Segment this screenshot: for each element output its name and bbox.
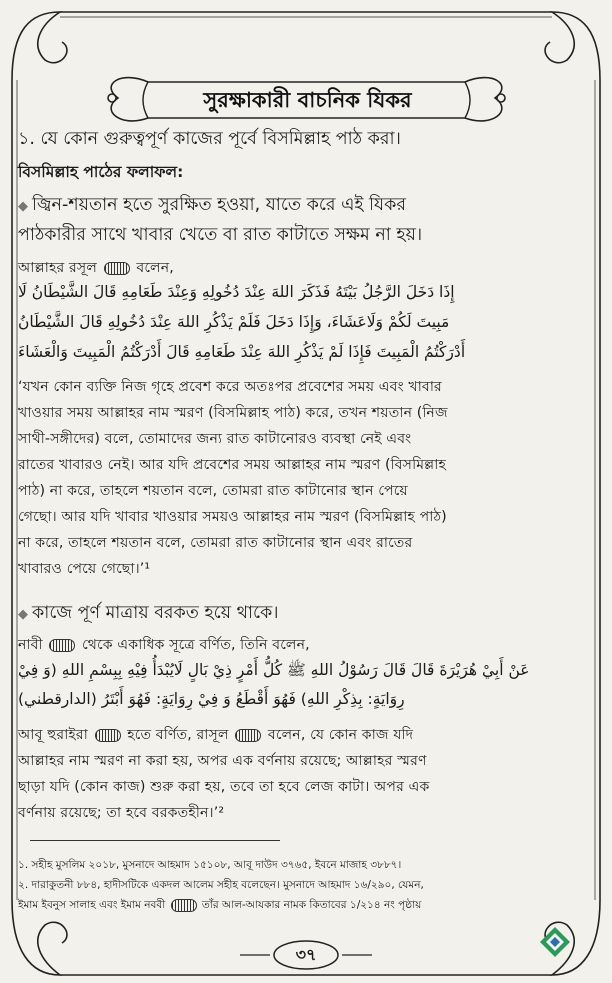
arabic-1-line-2: مَبِيتَ لَكُمْ وَلَاعَشَاءَ، وَإِذَا دَخَلَ فَلَمْ يَذْكُرِ اللهَ عِنْدَ دُخُولِهِ قَالَ الشَّيْطَانُ — [18, 313, 450, 331]
main-content — [18, 0, 600, 983]
footnote-2-line-1: ২. দারাকুতনী ৮৮৪, হাদীসটিকে একদল আলেম সহীহ বলেছেন। মুসনাদে আহমাদ ১৬/২৯০, যেমন, — [18, 879, 424, 891]
trans-1-line-8: খাবারও পেয়ে গেছো।’¹ — [18, 561, 151, 577]
trans-1-line-1: ‘যখন কোন ব্যক্তি নিজ গৃহে প্রবেশ করে অতঃপর প্রবেশের সময় এবং খাবার — [18, 379, 442, 395]
page-title: সুরক্ষাকারী বাচনিক যিকর — [203, 87, 412, 112]
arabic-2-line-1: عَنْ أَبِيْ هُرَيْرَةَ قَالَ قَالَ رَسُوْلُ اللهِ ﷺ كُلُّ أَمْرٍ ذِيْ بَالٍ لَايُبْدَأُ فِيْهِ بِبِسْمِ اللهِ (وَ فِيْ — [18, 661, 530, 679]
footnote-1: ১. সহীহ মুসলিম ২০১৮, মুসনাদে আহমাদ ১৫১০৮, আবূ দাউদ ৩৭৬৫, ইবনে মাজাহ ৩৮৮৭। — [18, 859, 402, 871]
arabic-1-line-1: إِذَا دَخَلَ الرَّجُلُ بَيْتَهُ فَذَكَرَ اللهَ عِنْدَ دُخُولِهِ وَعِنْدَ طَعَامِهِ قَالَ الشَّيْطَانُ لَا — [18, 283, 455, 301]
footnote-divider — [30, 840, 280, 841]
publisher-logo-icon — [538, 925, 572, 959]
salutation-icon — [95, 729, 121, 742]
page-number: ৩৭ — [295, 944, 317, 964]
arabic-1-line-3: أَدْرَكْتُمُ الْمَبِيتَ فَإِذَا لَمْ يَذْكُرِ اللهَ عِنْدَ طَعَامِهِ قَالَ أَدْرَكْتُمُ الْمَبِيتَ وَالْعَشَاءَ — [18, 343, 466, 361]
salutation-icon — [49, 639, 75, 652]
trans-2-line-2: আল্লাহর নাম স্মরণ না করা হয়, অপর এক বর্ণনায় রয়েছে; আল্লাহর স্মরণ — [18, 753, 427, 769]
trans-2-line-3: ছাড়া যদি (কোন কাজ) শুরু করা হয়, তবে তা হবে লেজ কাটা। অপর এক — [18, 779, 430, 795]
trans-1-line-5: পাঠ) না করে, তাহলে শয়তান বলে, তোমরা রাত কাটানোর স্থান পেয়ে — [18, 483, 408, 499]
salutation-icon — [235, 729, 261, 742]
arabic-2-line-2: رِوَايَةٍ: بِذِكْرِ اللهِ) فَهُوَ أَقْطَعُ وَ فِيْ رِوَايَةٍ: فَهُوَ أَبْتَرُ (الدارقطني) — [18, 690, 405, 708]
trans-2-line-1: আবূ হুরাইরা হতে বর্ণিত, রাসূল বলেন, যে কোন কাজ যদি — [18, 727, 414, 743]
point-1-line-1: ◆ জ্বিন-শয়তান হতে সুরক্ষিত হওয়া, যাতে করে এই যিকর — [18, 195, 407, 215]
salutation-icon — [171, 899, 197, 912]
nabi-said: নাবী থেকে একাধিক সূত্রে বর্ণিত, তিনি বলেন, — [18, 637, 310, 653]
trans-1-line-4: রাতের খাবারও নেই। আর যদি প্রবেশের সময় আল্লাহর নাম স্মরণ (বিসমিল্লাহ — [18, 457, 447, 473]
diamond-bullet-icon: ◆ — [18, 199, 28, 214]
trans-1-line-7: না করে, তাহলে শয়তান বলে, তোমরা রাত কাটানোর স্থান এবং রাতের — [18, 535, 413, 551]
rasul-said: আল্লাহর রসূল বলেন, — [18, 260, 174, 276]
point-1-line-2: পাঠকারীর সাথে খাবার খেতে বা রাত কাটাতে সক্ষম না হয়। — [18, 225, 423, 245]
subheading: বিসমিল্লাহ পাঠের ফলাফল: — [18, 163, 184, 181]
salutation-icon — [104, 262, 130, 275]
diamond-bullet-icon: ◆ — [18, 607, 28, 622]
trans-1-line-2: খাওয়ার সময় আল্লাহর নাম স্মরণ (বিসমিল্লাহ পাঠ) করে, তখন শয়তান (নিজ — [18, 405, 448, 421]
trans-1-line-3: সাথী-সঙ্গীদের) বলে, তোমাদের জন্য রাত কাটানোরও ব্যবস্থা নেই এবং — [18, 431, 412, 447]
footnote-2-line-2: ইমাম ইবনুস সালাহ এবং ইমাম নববী তাঁর আল-আযকার নামক কিতাবের ১/২১৪ নং পৃষ্ঠায় — [18, 899, 422, 911]
trans-1-line-6: গেছো। আর যদি খাবার খাওয়ার সময়ও আল্লাহর নাম স্মরণ (বিসমিল্লাহ পাঠ) — [18, 509, 447, 525]
trans-2-line-4: বর্ণনায় রয়েছে; তা হবে বরকতহীন।’² — [18, 805, 225, 821]
heading-1: ১. যে কোন গুরুত্বপূর্ণ কাজের পূর্বে বিসমিল্লাহ পাঠ করা। — [18, 129, 401, 149]
point-2: ◆ কাজে পূর্ণ মাত্রায় বরকত হয়ে থাকে। — [18, 603, 279, 623]
